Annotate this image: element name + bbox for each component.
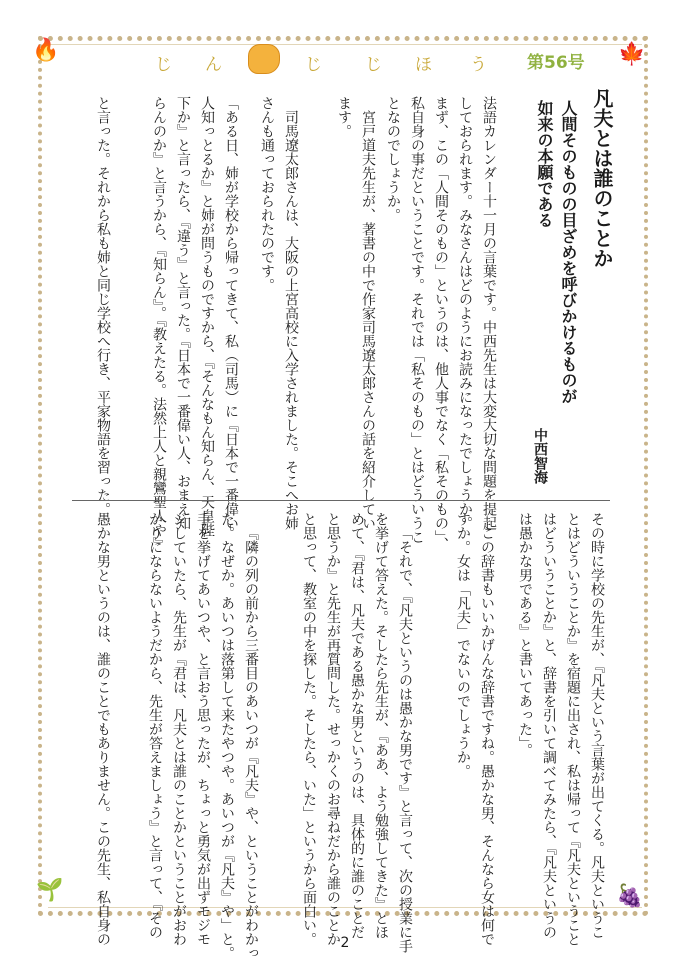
article-title: 凡夫とは誰のことか bbox=[590, 88, 614, 268]
body-top-line-13: らんのか』と言うから、『知らん』。『教えたる。法然上人と親鸞聖人や』 bbox=[151, 96, 167, 551]
sprout-icon: 🌱 bbox=[36, 878, 64, 903]
grapes-icon: 🍇 bbox=[616, 884, 644, 909]
body-bottom-line-10: と思うか』と先生が再質問した。せっかくのお尋ねだから誰のことか bbox=[325, 512, 341, 946]
header-kana-3: じ bbox=[305, 55, 322, 75]
body-bottom-line-16: かりにならないようだから、先生が答えましょう』と言って、『その bbox=[147, 512, 163, 939]
body-top-line-12: 下か』と言ったら、『違う』と言った。『日本で一番偉い人、おまえ知 bbox=[175, 96, 191, 530]
maple-leaf-icon: 🍁 bbox=[618, 42, 646, 67]
body-bottom-line-1: その時に学校の先生が、『凡夫という言葉が出てくる。凡夫というこ bbox=[589, 512, 605, 939]
body-top-line-4: 私自身の事だということです。それでは「私そのもの」とはどういうこ bbox=[409, 96, 425, 544]
body-bottom-line-11: と思って、教室の中を探した。そしたら、いた」というから面白い。 bbox=[301, 512, 317, 946]
header-kana-2: ん bbox=[205, 55, 222, 75]
body-top-line-6: 宮戸道夫先生が、著書の中で作家司馬遼太郎さんの話を紹介してい bbox=[360, 110, 376, 530]
body-bottom-line-15: ジしていたら、先生が『君は、凡夫とは誰のことかということがおわ bbox=[171, 512, 187, 946]
header-kana-4: じ bbox=[365, 55, 382, 75]
body-top-line-3: まず、この「人間そのもの」というのは、他人事でなく「私そのもの」、 bbox=[433, 96, 449, 551]
header-kana-5: ほ bbox=[415, 55, 432, 75]
body-bottom-line-13: た。なぜか。あいつは落第して来たやつや。あいつが『凡夫』や」と。 bbox=[219, 512, 235, 960]
issue-number: 第56号 bbox=[527, 53, 585, 73]
author-name: 中西智海 bbox=[532, 428, 548, 484]
body-top-line-7: ます。 bbox=[336, 96, 352, 138]
body-top-line-9: さんも通っておられたのです。 bbox=[259, 96, 275, 292]
body-bottom-line-7: 「それで、『凡夫というのは愚かな男です』と言って、次の授業に手 bbox=[397, 526, 413, 953]
body-top-line-2: しておられます。みなさんはどのようにお読みになったでしょうか。 bbox=[457, 96, 473, 530]
body-top-line-14: と言った。それから私も姉と同じ学校へ行き、平家物語を習った。 bbox=[95, 96, 111, 516]
body-bottom-line-17: 愚かな男というのは、誰のことでもありません。この先生、私自身の bbox=[95, 512, 111, 946]
body-bottom-line-2: とはどういうことか』を宿題に出され、私は帰って『凡夫ということ bbox=[565, 512, 581, 946]
section-divider bbox=[72, 500, 610, 501]
page-number: 2 bbox=[340, 935, 350, 951]
body-bottom-line-9: めて、『君は、凡夫である愚かな男というのは、具体的に誰のことだ bbox=[349, 512, 365, 939]
body-top-line-8: 司馬遼太郎さんは、大阪の上宮高校に入学されました。そこへお姉 bbox=[283, 110, 299, 530]
body-bottom-line-14: 手を挙げてあいつや、と言おう思ったが、ちょっと勇気が出ずモジモ bbox=[195, 512, 211, 946]
body-bottom-line-12: 『隣の列の前から三番目のあいつが『凡夫』や、ということがわかっ bbox=[243, 526, 259, 960]
body-bottom-line-8: を挙げて答えた。そしたら先生が、『ああ、よう勉強してきた』とほ bbox=[373, 512, 389, 939]
body-top-line-5: となのでしょうか。 bbox=[385, 96, 401, 222]
body-bottom-line-3: はどういうことか』と、辞書を引いて調べてみたら、『凡夫というの bbox=[541, 512, 557, 939]
header-kana-1: じ bbox=[155, 55, 172, 75]
header-kana-6: う bbox=[470, 55, 487, 75]
fist-icon bbox=[248, 44, 280, 74]
body-top-line-1: 法語カレンダー十一月の言葉です。中西先生は大変大切な問題を提起 bbox=[481, 96, 497, 530]
body-top-line-11: 人知っとるか』と姉が問うものですから、『そんなもん知らん、天皇陛 bbox=[199, 96, 215, 537]
flame-icon: 🔥 bbox=[32, 38, 60, 63]
article-subtitle-line-1: 人間そのものの目ざめを呼びかけるものが bbox=[559, 100, 578, 404]
body-bottom-line-6: すか。女は「凡夫」でないのでしょうか。 bbox=[455, 512, 471, 778]
body-bottom-line-5: この辞書もいいかげんな辞書ですね。愚かな男、そんなら女は何で bbox=[479, 526, 495, 946]
body-top-line-10: 「ある日、姉が学校から帰ってきて、私（司馬）に『日本で一番偉い bbox=[223, 96, 239, 530]
body-bottom-line-4: は愚かな男である』と書いてあった」。 bbox=[517, 512, 533, 757]
article-subtitle-line-2: 如来の本願である bbox=[535, 100, 554, 228]
